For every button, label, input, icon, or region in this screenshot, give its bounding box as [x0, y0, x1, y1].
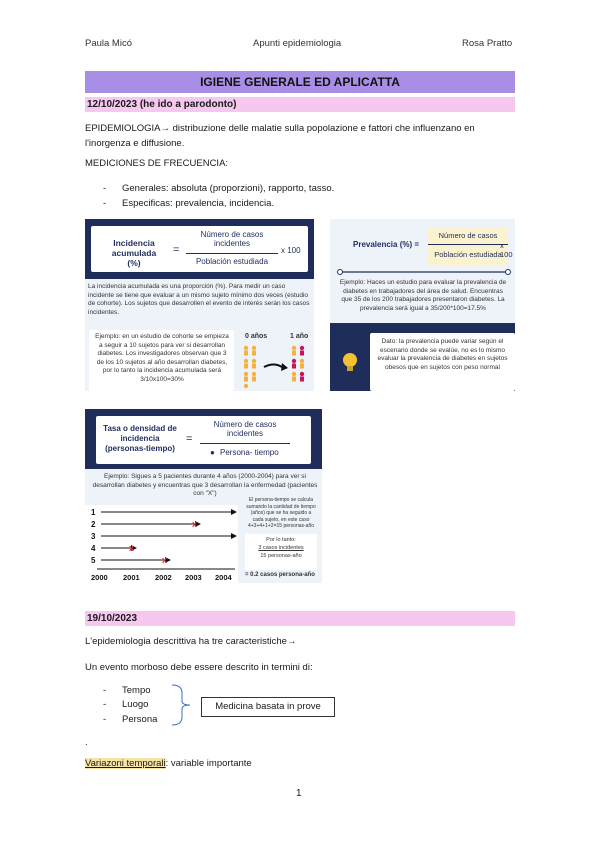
timeline-line-icon: [336, 268, 512, 276]
svg-text:x: x: [129, 543, 135, 553]
lightbulb-icon: [340, 351, 360, 375]
prevalencia-label: Prevalencia (%) =: [353, 240, 420, 249]
incidencia-formula-band: [85, 219, 314, 279]
prevalencia-numerator: Número de casos: [438, 231, 498, 240]
incidencia-label: Incidencia acumulada (%): [111, 238, 157, 268]
bullet-dash: -: [103, 183, 107, 194]
svg-text:x: x: [162, 555, 168, 565]
year-tick: 2001: [123, 573, 140, 582]
paragraph-descrittiva: L'epidemiologia descrittiva ha tre caracteristiche→: [85, 636, 297, 647]
prevalencia-formula-card: [330, 219, 515, 271]
section-date-1: 12/10/2023 (he ido a parodonto): [85, 97, 515, 112]
tasa-image: [85, 409, 322, 583]
prevalencia-image: [330, 219, 515, 391]
year-0-label: 0 años: [245, 333, 268, 340]
tasa-side-explanation: El persona-tiempo se calcula sumando la cantidad de tiempo (años) que se ha seguido a cada sujeto, en este caso 4+3+4+1+2=15 personas-año: [246, 497, 316, 529]
svg-text:x: x: [192, 519, 198, 529]
tasa-numerator: Número de casos incidentes: [213, 420, 277, 438]
prevalencia-example: Ejemplo: Haces un estudio para evaluar la prevalencia de diabetes en trabajadores del área de salud. Encuentras que 35 de los 200 trabajadores presentaron diabetes. La prevalencia será igual a 35/200*100=17.5%: [339, 279, 507, 312]
tasa-denominator: Persona- tiempo: [220, 448, 279, 457]
incidencia-image: [85, 219, 314, 391]
equals-sign: =: [173, 244, 180, 256]
paragraph-evento: Un evento morboso debe essere descrito in termini di:: [85, 662, 313, 673]
fraction-line: [428, 244, 508, 245]
followup-timeline-chart: [85, 505, 238, 583]
tasa-result: = 0.2 casos persona-año: [245, 572, 315, 578]
tasa-timeline-card: [85, 505, 238, 583]
header-course: Apunti epidemiologia: [253, 38, 342, 49]
bullet-persona: Persona: [122, 714, 158, 725]
incidencia-denominator: Población estudiada: [195, 257, 269, 266]
paragraph-epidemiologia: EPIDEMIOLOGIA→ distribuzione delle malatie sulla popolazione e fattori che influenzano en l'inorgenza e diffusione.: [85, 123, 475, 149]
curly-brace-icon: [170, 683, 192, 727]
bullet-dash: -: [103, 685, 107, 696]
prevalencia-note-band: [330, 323, 515, 391]
bullet-generales: Generales: absoluta (proporzioni), rapporto, tasso.: [122, 183, 335, 194]
tasa-formula-band: [85, 409, 322, 469]
tasa-example: Ejemplo: Sigues a 5 pacientes durante 4 años (2000-2004) para ver si desarrollan diabetes y encuentras que 3 desarrollan la enfermedad (pacientes con "X"): [92, 473, 318, 497]
variazioni-rest: : variable importante: [165, 758, 252, 769]
tasa-person-years: 15 personas-año: [260, 553, 302, 559]
fraction-line: [186, 253, 278, 254]
incidencia-example-card: [89, 330, 234, 391]
row-label: 5: [91, 556, 96, 565]
tasa-por-lo-tanto: Por lo tanto:: [266, 537, 296, 543]
row-label: 2: [91, 520, 96, 529]
incidencia-description: La incidencia acumulada es una proporción (%). Para medir un caso incidente se tiene que evaluar a un mismo sujeto mínimo dos veces (estudio de cohorte). Los sujetos que desarrollen el evento de interés serán los casos incidentes.: [88, 283, 310, 316]
incidencia-example: Ejemplo: en un estudio de cohorte se empieza a seguir a 10 sujetos para ver si desarrollan diabetes. Los investigadores observan que 3 de los 10 sujetos al año desarrollan diabetes, por lo tanto la incidencia acumulada será 3/10x100=30%: [95, 333, 229, 383]
bullet-dash: -: [103, 714, 107, 725]
tasa-cases: 3 casos incidentes: [258, 545, 304, 551]
year-tick: 2003: [185, 573, 202, 582]
stray-dot: .: [85, 737, 88, 748]
year-tick: 2002: [155, 573, 172, 582]
fraction-line: [200, 443, 290, 444]
year-tick: 2004: [215, 573, 232, 582]
header-name: Rosa Pratto: [462, 38, 513, 49]
row-label: 1: [91, 508, 96, 517]
medicina-box: Medicina basata in prove: [201, 697, 335, 717]
prevalencia-note-card: [370, 333, 515, 391]
tasa-formula-card: [96, 416, 311, 464]
year-1-label: 1 año: [290, 333, 309, 340]
tasa-side-result-card: [245, 534, 317, 570]
incidencia-formula-card: [91, 226, 308, 272]
page-number: 1: [296, 788, 302, 799]
row-label: 4: [91, 544, 96, 553]
paragraph-mediciones: MEDICIONES DE FRECUENCIA:: [85, 158, 229, 169]
variazioni-highlight: Variazoni temporali: [85, 758, 166, 769]
prevalencia-factor: x 100: [500, 241, 513, 259]
row-label: 3: [91, 532, 96, 541]
incidencia-numerator: Número de casos incidentes: [200, 230, 264, 248]
year-tick: 2000: [91, 573, 108, 582]
person-icon: ●: [210, 448, 215, 457]
bullet-luogo: Luogo: [122, 699, 149, 710]
prevalencia-denominator: Población estudiada: [434, 250, 502, 259]
bullet-tempo: Tempo: [122, 685, 151, 696]
document-title: IGIENE GENERALE ED APLICATTA: [85, 71, 515, 93]
variazioni-line: [85, 756, 252, 771]
tasa-label: Tasa o densidad de incidencia (personas-tiempo): [103, 424, 177, 453]
equals-sign: =: [186, 433, 193, 445]
prevalencia-note: Dato: la prevalencia puede variar según el escenario donde se evalúe, no es lo mismo evaluar la prevalencia de diabetes en sujetos obesos que en sujetos con peso normal: [377, 338, 508, 371]
header-author: Paula Micó: [85, 38, 132, 49]
incidencia-factor: x 100: [281, 246, 301, 255]
section-date-2: 19/10/2023: [85, 611, 515, 626]
bullet-dash: -: [103, 198, 107, 209]
bullet-especificas: Especificas: prevalencia, incidencia.: [122, 198, 275, 209]
bullet-dash: -: [103, 699, 107, 710]
people-figures-icon: [240, 344, 314, 391]
